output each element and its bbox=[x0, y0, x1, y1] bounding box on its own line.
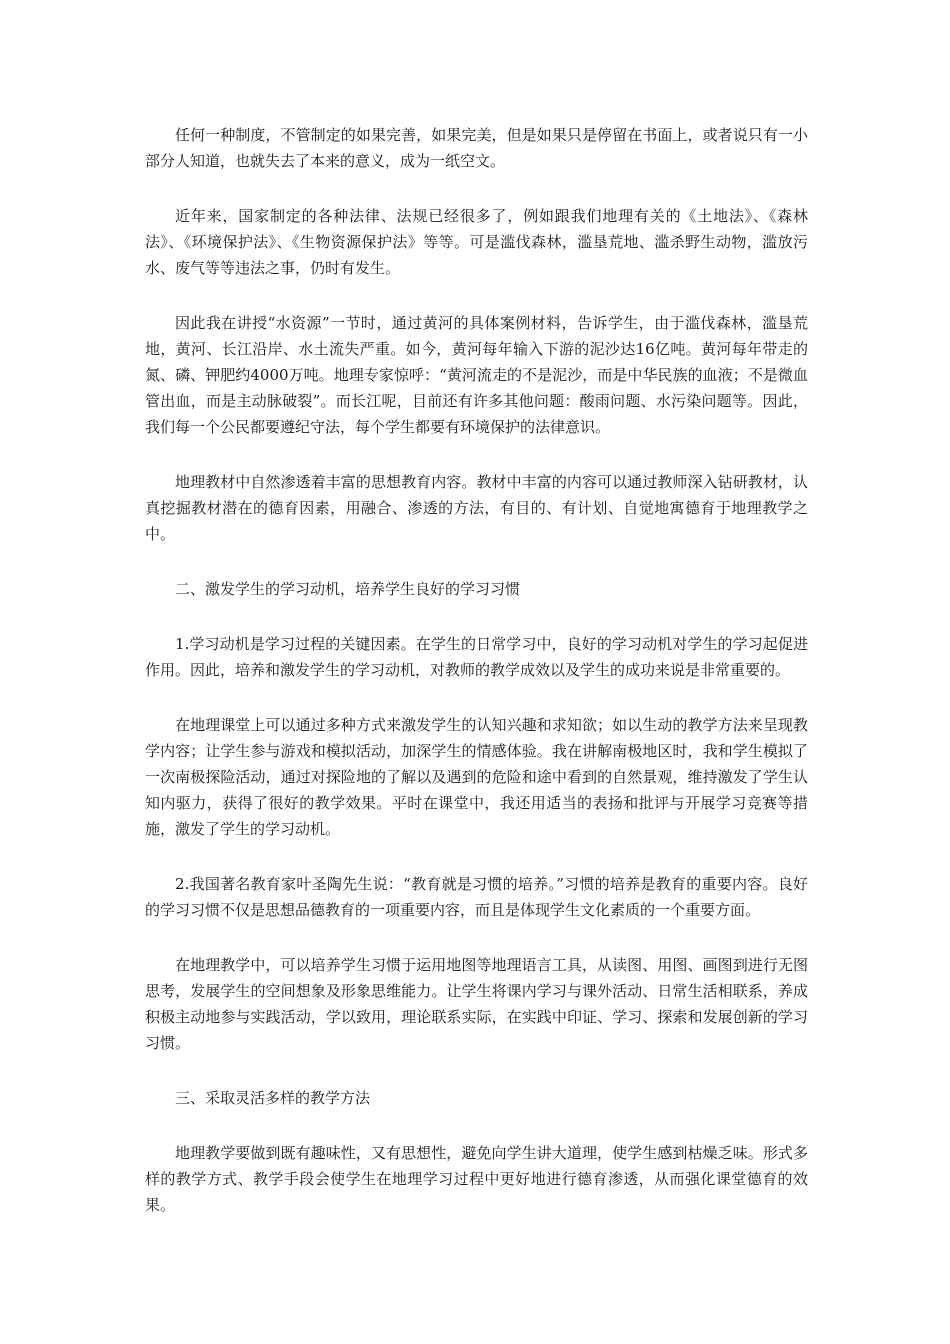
paragraph-6: 在地理课堂上可以通过多种方式来激发学生的认知兴趣和求知欲；如以生动的教学方法来呈现教学内容；让学生参与游戏和模拟活动，加深学生的情感体验。我在讲解南极地区时，我和学生模拟了一次南极探险活动，通过对探险地的了解以及遇到的危险和途中看到的自然景观，维持激发了学生认知内驱力，获得了很好的教学效果。平时在课堂中，我还用适当的表扬和批评与开展学习竞赛等措施，激发了学生的学习动机。 bbox=[145, 716, 808, 838]
paragraph-8: 在地理教学中，可以培养学生习惯于运用地图等地理语言工具，从读图、用图、画图到进行无图思考，发展学生的空间想象及形象思维能力。让学生将课内学习与课外活动、日常生活相联系，养成积极主动地参与实践活动，学以致用，理论联系实际，在实践中印证、学习、探索和发展创新的学习习惯。 bbox=[145, 956, 808, 1052]
paragraph-1: 任何一种制度，不管制定的如果完善，如果完美，但是如果只是停留在书面上，或者说只有一小部分人知道，也就失去了本来的意义，成为一纸空文。 bbox=[145, 126, 808, 170]
paragraph-4: 地理教材中自然渗透着丰富的思想教育内容。教材中丰富的内容可以通过教师深入钻研教材，认真挖掘教材潜在的德育因素，用融合、渗透的方法，有目的、有计划、自觉地寓德育于地理教学之中。 bbox=[145, 473, 808, 543]
paragraph-5: 1.学习动机是学习过程的关键因素。在学生的日常学习中，良好的学习动机对学生的学习起促进作用。因此，培养和激发学生的学习动机，对教师的教学成效以及学生的成功来说是非常重要的。 bbox=[145, 635, 808, 679]
document-page bbox=[145, 122, 808, 1247]
paragraph-9: 地理教学要做到既有趣味性，又有思想性，避免向学生讲大道理，使学生感到枯燥乏味。形式多样的教学方式、教学手段会使学生在地理学习过程中更好地进行德育渗透，从而强化课堂德育的效果。 bbox=[145, 1144, 808, 1214]
section-heading-3: 三、采取灵活多样的教学方法 bbox=[175, 1089, 371, 1107]
paragraph-7: 2.我国著名教育家叶圣陶先生说：“教育就是习惯的培养。”习惯的培养是教育的重要内容。良好的学习习惯不仅是思想品德教育的一项重要内容，而且是体现学生文化素质的一个重要方面。 bbox=[145, 875, 808, 919]
paragraph-2: 近年来，国家制定的各种法律、法规已经很多了，例如跟我们地理有关的《土地法》、《森林法》、《环境保护法》、《生物资源保护法》等等。可是滥伐森林，滥垦荒地、滥杀野生动物，滥放污水、废气等等违法之事，仍时有发生。 bbox=[145, 207, 808, 277]
section-heading-2: 二、激发学生的学习动机，培养学生良好的学习习惯 bbox=[175, 580, 521, 598]
paragraph-3: 因此我在讲授“水资源”一节时，通过黄河的具体案例材料，告诉学生，由于滥伐森林，滥垦荒地，黄河、长江沿岸、水土流失严重。如今，黄河每年输入下游的泥沙达16亿吨。黄河每年带走的氮、磷、钾肥约4000万吨。地理专家惊呼：“黄河流走的不是泥沙，而是中华民族的血液；不是微血管出血，而是主动脉破裂”。而长江呢，目前还有许多其他问题：酸雨问题、水污染问题等。因此，我们每一个公民都要遵纪守法，每个学生都要有环境保护的法律意识。 bbox=[145, 314, 808, 436]
